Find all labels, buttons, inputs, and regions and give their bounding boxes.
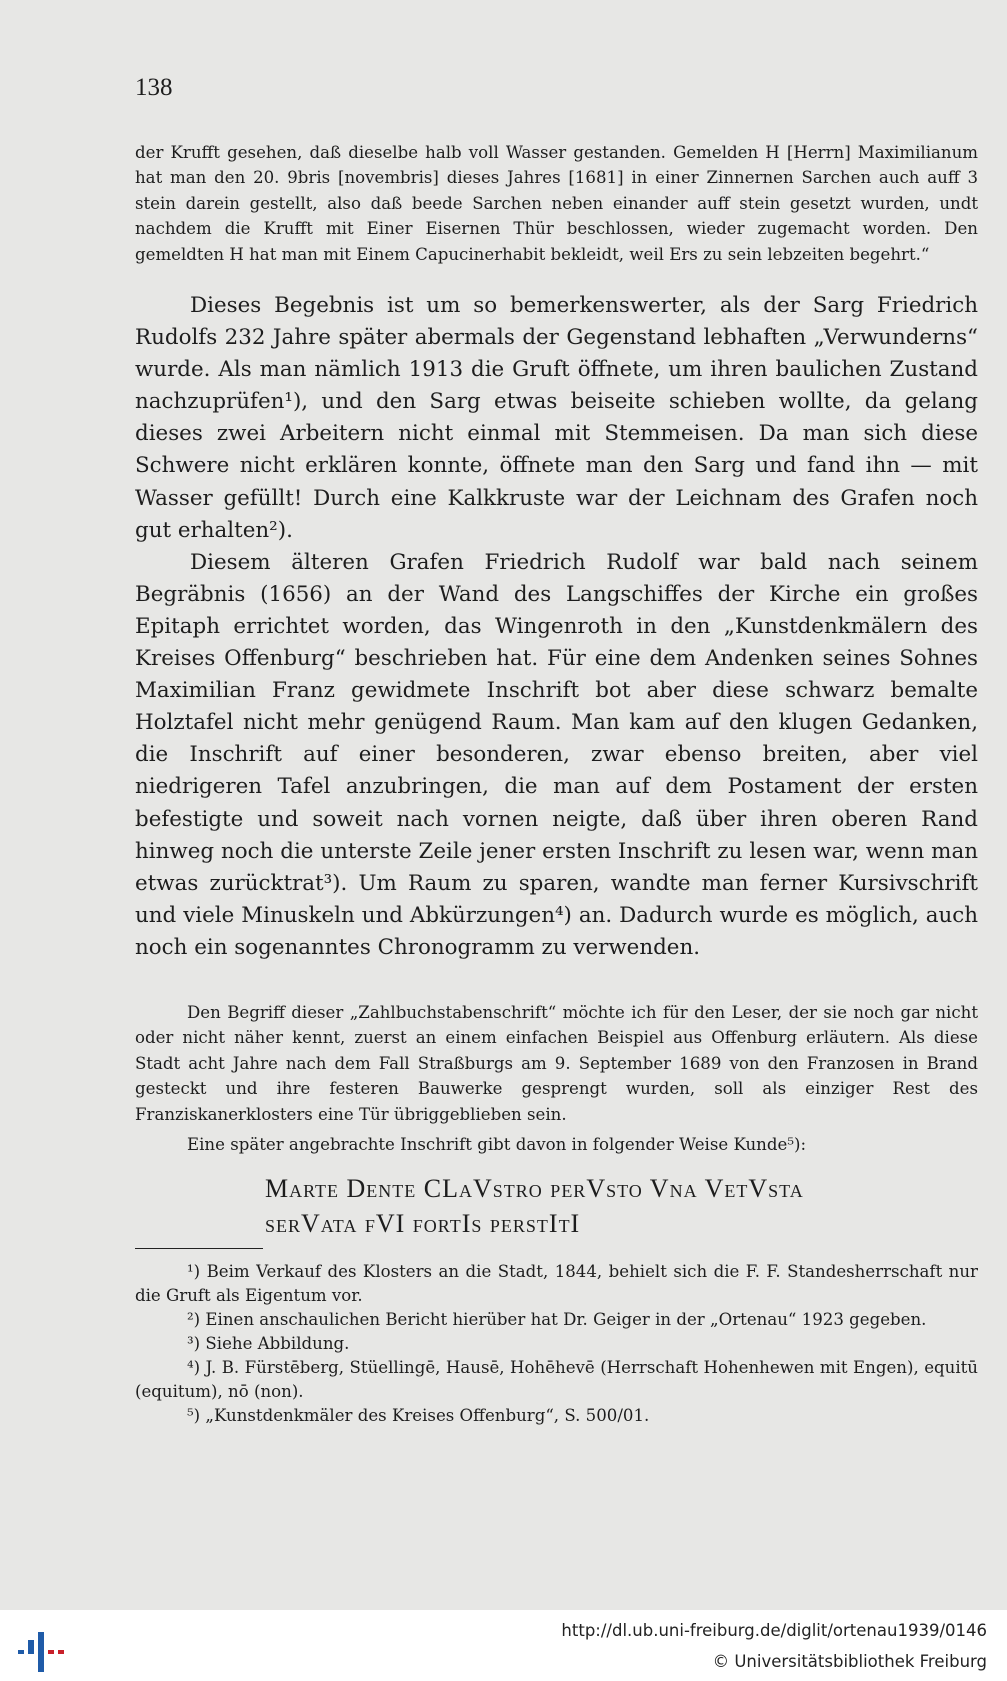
footnote-divider (135, 1248, 263, 1249)
permalink-url[interactable]: http://dl.ub.uni-freiburg.de/diglit/ortenau1939/0146 (561, 1621, 987, 1640)
inscription-intro: Eine später angebrachte Inschrift gibt davon in folgender Weise Kunde⁵): (187, 1135, 807, 1154)
copyright-notice: © Universitätsbibliothek Freiburg (712, 1652, 987, 1671)
footnotes (135, 1260, 978, 1428)
quote-text: der Krufft gesehen, daß dieselbe halb voll Wasser gestanden. Gemelden H [Herrn] Maximilianum hat man den 20. 9bris [novembris] dieses Jahres [1681] in einer Zinnernen Sarchen auch auff 3 stein darein gestellt, also daß beede Sarchen neben einander auff stein gesetzt wurden, undt nachdem die Krufft mit Einer Eisernen Thür beschlossen, wieder zugemacht worden. Den gemeldten H hat man mit Einem Capucinerhabit bekleidt, weil Ers zu sein lebzeiten begehrt.“ (135, 143, 978, 264)
chronogram-line: Marte Dente CLaVstro perVsto Vna VetVsta (265, 1174, 804, 1203)
main-text (135, 290, 978, 964)
paragraph: Den Begriff dieser „Zahlbuchstabenschrift“ möchte ich für den Leser, der sie noch gar nicht oder nicht näher kennt, zuerst an einem einfachen Beispiel aus Offenburg erläutern. Als diese Stadt acht Jahre nach dem Fall Straßburgs am 9. September 1689 von den Franzosen in Brand gesteckt und ihre festeren Bauwerke gesprengt wurden, soll als einziger Rest des Franziskanerklosters eine Tür übriggeblieben sein. (135, 1003, 978, 1124)
footnote: ¹) Beim Verkauf des Klosters an die Stadt, 1844, behielt sich die F. F. Standesherrschaft nur die Gruft als Eigentum vor. (135, 1262, 978, 1305)
paragraph: Dieses Begebnis ist um so bemerkenswerter, als der Sarg Friedrich Rudolfs 232 Jahre später abermals der Gegenstand lebhaften „Verwunderns“ wurde. Als man nämlich 1913 die Gruft öffnete, um ihren baulichen Zustand nachzuprüfen¹), und den Sarg etwas beiseite schieben wollte, da gelang dieses zwei Arbeitern nicht einmal mit Stemmeisen. Da man sich diese Schwere nicht erklären konnte, öffnete man den Sarg und fand ihn — mit Wasser gefüllt! Durch eine Kalkkruste war der Leichnam des Grafen noch gut erhalten²). (135, 293, 978, 543)
paragraph: Diesem älteren Grafen Friedrich Rudolf war bald nach seinem Begräbnis (1656) an der Wand des Langschiffes der Kirche ein großes Epitaph errichtet worden, das Wingenroth in den „Kunstdenkmälern des Kreises Offenburg“ beschrieben hat. Für eine dem Andenken seines Sohnes Maximilian Franz gewidmete Inschrift bot aber diese schwarz bemalte Holztafel nicht mehr genügend Raum. Man kam auf den klugen Gedanken, die Inschrift auf einer besonderen, zwar ebenso breiten, aber viel niedrigeren Tafel anzubringen, die man auf dem Postament der ersten befestigte und soweit nach vornen neigte, daß über ihren oberen Rand hinweg noch die unterste Zeile jener ersten Inschrift zu lesen war, wenn man etwas zurücktrat³). Um Raum zu sparen, wandte man ferner Kursivschrift und viele Minuskeln und Abkürzungen⁴) an. Dadurch wurde es möglich, auch noch ein sogenanntes Chronogramm zu verwenden. (135, 549, 978, 960)
footnote: ⁵) „Kunstdenkmäler des Kreises Offenburg“, S. 500/01. (187, 1406, 650, 1425)
footnote: ⁴) J. B. Fürstēberg, Stüellingē, Hausē, Hohēhevē (Herrschaft Hohenhewen mit Engen), equitū (equitum), nō (non). (135, 1358, 978, 1401)
page-number: 138 (135, 74, 173, 101)
chronogram-line: serVata fVI fortIs perstItI (265, 1209, 581, 1238)
footnote: ²) Einen anschaulichen Bericht hierüber hat Dr. Geiger in der „Ortenau“ 1923 gegeben. (187, 1310, 927, 1329)
chronogram-inscription (265, 1171, 985, 1241)
viewer-footer (0, 1610, 1007, 1681)
library-logo-icon (18, 1632, 64, 1672)
footnote: ³) Siehe Abbildung. (187, 1334, 350, 1353)
quoted-passage (135, 140, 978, 267)
small-print-paragraph (135, 1000, 978, 1127)
